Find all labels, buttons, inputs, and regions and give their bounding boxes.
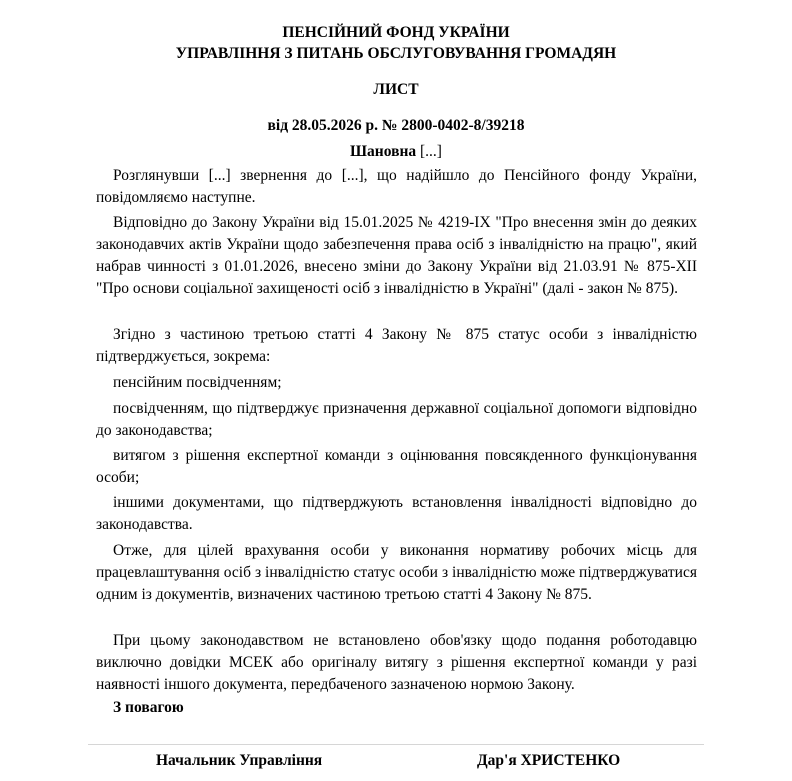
signer-name: Дар'я ХРИСТЕНКО — [477, 752, 621, 769]
paragraph-intro: Розглянувши [...] звернення до [...], що надійшло до Пенсійного фонду України, повідомляємо наступне. — [96, 167, 697, 206]
salutation — [0, 142, 792, 162]
signer-title: Начальник Управління — [156, 752, 323, 769]
department-name: УПРАВЛІННЯ З ПИТАНЬ ОБСЛУГОВУВАННЯ ГРОМАДЯН — [175, 45, 617, 62]
list-item-pension-certificate: пенсійним посвідченням; — [113, 374, 282, 391]
list-item-social-assistance-certificate: посвідченням, що підтверджує призначення державної соціальної допомоги відповідно до законодавства; — [96, 400, 697, 439]
signature-divider — [88, 744, 704, 745]
salutation-rest: [...] — [416, 143, 442, 160]
list-item-other-documents: іншими документами, що підтверджують встановлення інвалідності відповідно до законодавства. — [96, 494, 697, 533]
document-reference: від 28.05.2026 р. № 2800-0402-8/39218 — [267, 117, 525, 134]
salutation-bold: Шановна — [350, 143, 417, 160]
closing-phrase: З повагою — [113, 699, 184, 716]
paragraph-no-obligation: При цьому законодавством не встановлено обов'язку щодо подання роботодавцю виключно довідки МСЕК або оригіналу витягу з рішення експертної команди у разі наявності іншого документа, передбаченого зазначеною нормою Закону. — [96, 632, 697, 693]
paragraph-law-reference: Відповідно до Закону України від 15.01.2025 № 4219-IX "Про внесення змін до деяких законодавчих актів України щодо забезпечення права осіб з інвалідністю на працю", який набрав чинності з 01.01.2026, внесено зміни до Закону України від 21.03.91 № 875-XII "Про основи соціальної захищеності осіб з інвалідністю в Україні" (далі - закон № 875). — [96, 214, 697, 297]
organization-name: ПЕНСІЙНИЙ ФОНД УКРАЇНИ — [282, 24, 510, 41]
list-item-expert-team-extract: витягом з рішення експертної команди з оцінювання повсякденного функціонування особи; — [96, 447, 697, 486]
document-type: ЛИСТ — [373, 81, 419, 98]
paragraph-status-confirmation: Згідно з частиною третьою статті 4 Закону № 875 статус особи з інвалідністю підтверджується, зокрема: — [96, 326, 697, 365]
paragraph-conclusion: Отже, для цілей врахування особи у виконання нормативу робочих місць для працевлаштування осіб з інвалідністю статус особи з інвалідністю може підтверджуватися одним із документів, визначених частиною третьою статті 4 Закону № 875. — [96, 542, 697, 603]
